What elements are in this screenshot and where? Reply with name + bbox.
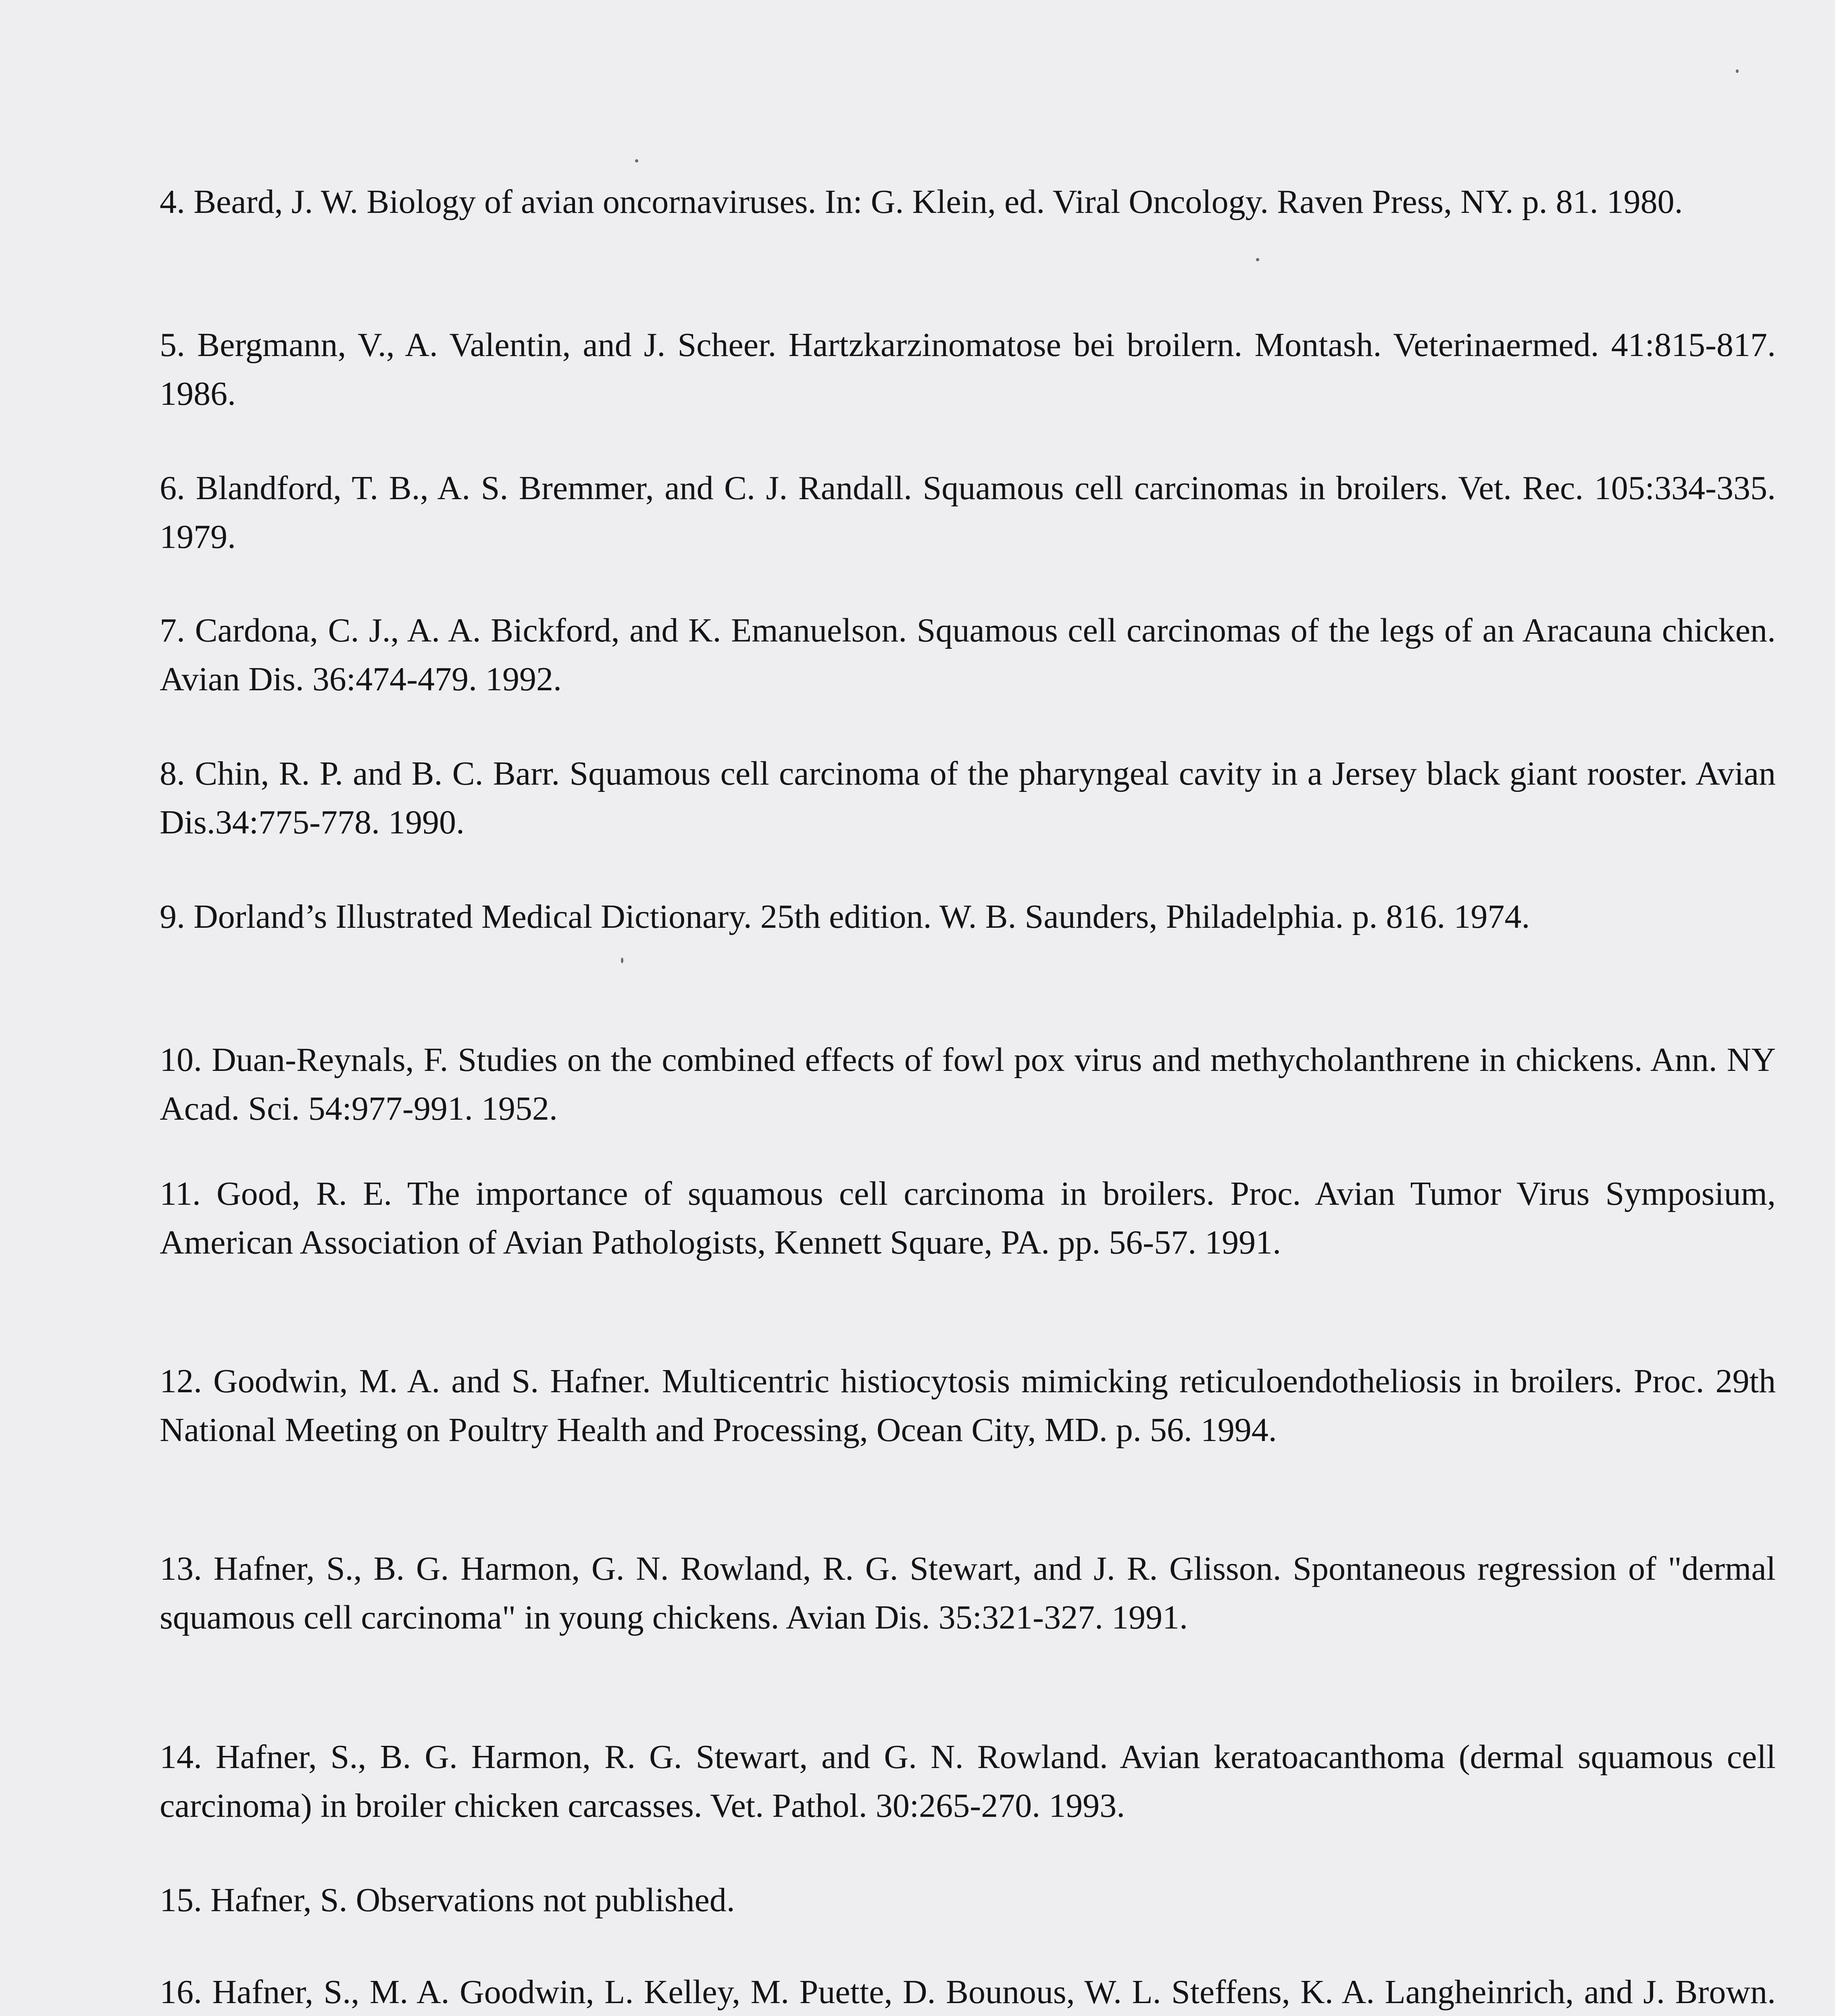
scan-speck <box>635 159 638 162</box>
reference-item: 14. Hafner, S., B. G. Harmon, R. G. Stewart, and G. N. Rowland. Avian keratoacanthoma (dermal squamous cell carcinoma) in broiler chicken carcasses. Vet. Pathol. 30:265-270. 1993. <box>160 1738 1776 1824</box>
reference-item: 10. Duan-Reynals, F. Studies on the combined effects of fowl pox virus and methycholanthrene in chickens. Ann. NY Acad. Sci. 54:977-991. 1952. <box>160 1041 1776 1127</box>
scan-speck <box>621 958 623 963</box>
reference-item: 4. Beard, J. W. Biology of avian oncornaviruses. In: G. Klein, ed. Viral Oncology. Raven Press, NY. p. 81. 1980. <box>160 183 1683 221</box>
reference-item: 16. Hafner, S., M. A. Goodwin, L. Kelley, M. Puette, D. Bounous, W. L. Steffens, K. A. Langheinrich, and J. Brown. <box>160 1973 1776 2011</box>
reference-item: 15. Hafner, S. Observations not published. <box>160 1881 735 1919</box>
scan-speck <box>1256 258 1259 261</box>
reference-item: 6. Blandford, T. B., A. S. Bremmer, and C. J. Randall. Squamous cell carcinomas in broilers. Vet. Rec. 105:334-335. 1979. <box>160 469 1776 556</box>
reference-item: 11. Good, R. E. The importance of squamous cell carcinoma in broilers. Proc. Avian Tumor Virus Symposium, American Association of Avian Pathologists, Kennett Square, PA. pp. 56-57. 1991. <box>160 1175 1776 1261</box>
scan-speck <box>1736 69 1739 73</box>
reference-item: 7. Cardona, C. J., A. A. Bickford, and K. Emanuelson. Squamous cell carcinomas of the legs of an Aracauna chicken. Avian Dis. 36:474-479. 1992. <box>160 612 1776 698</box>
reference-item: 13. Hafner, S., B. G. Harmon, G. N. Rowland, R. G. Stewart, and J. R. Glisson. Spontaneous regression of "dermal squamous cell carcinoma" in young chickens. Avian Dis. 35:321-327. 1991. <box>160 1550 1776 1636</box>
reference-item: 9. Dorland’s Illustrated Medical Dictionary. 25th edition. W. B. Saunders, Philadelphia. p. 816. 1974. <box>160 898 1530 935</box>
reference-item: 8. Chin, R. P. and B. C. Barr. Squamous cell carcinoma of the pharyngeal cavity in a Jersey black giant rooster. Avian Dis.34:775-778. 1990. <box>160 755 1776 841</box>
reference-item: 5. Bergmann, V., A. Valentin, and J. Scheer. Hartzkarzinomatose bei broilern. Montash. Veterinaermed. 41:815-817. 1986. <box>160 326 1776 412</box>
reference-item: 12. Goodwin, M. A. and S. Hafner. Multicentric histiocytosis mimicking reticuloendotheliosis in broilers. Proc. 29th National Meeting on Poultry Health and Processing, Ocean City, MD. p. 56. 1994. <box>160 1362 1776 1449</box>
